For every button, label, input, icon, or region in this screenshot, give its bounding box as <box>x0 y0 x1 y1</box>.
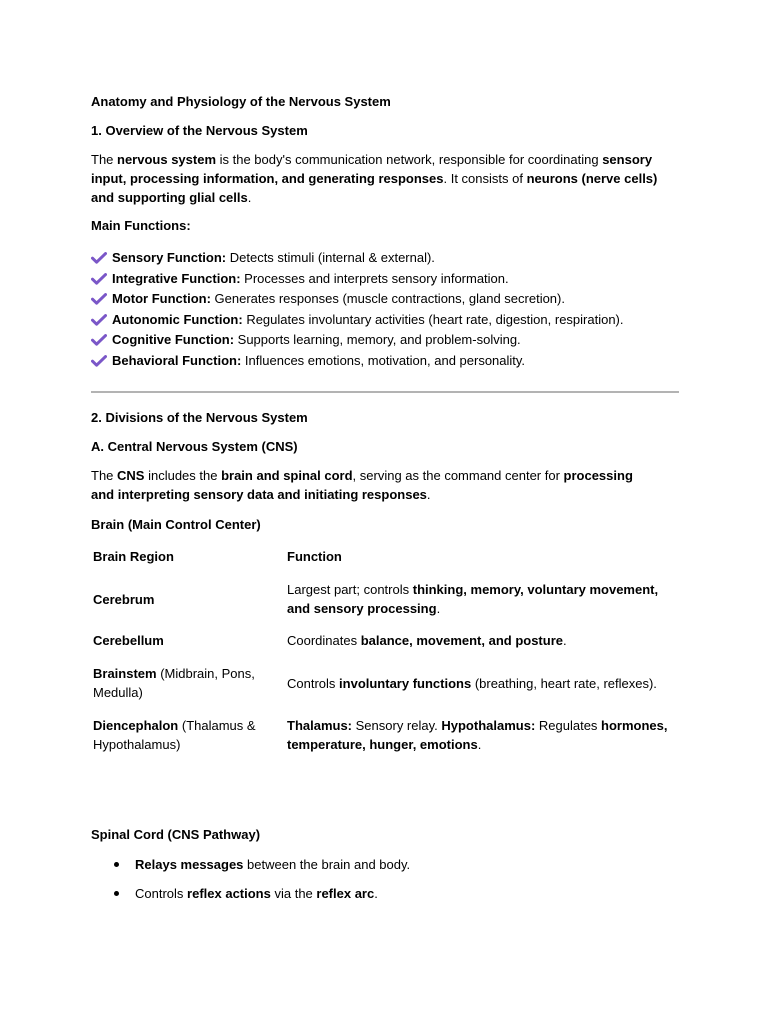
function-name: Sensory Function: <box>112 250 227 265</box>
horizontal-divider <box>91 391 679 393</box>
brain-label: Brain (Main Control Center) <box>91 517 261 532</box>
cns-paragraph: The CNS includes the brain and spinal cord, serving as the command center for processing and interpreting sensory data and initiating responses. <box>91 468 633 502</box>
spinal-cord-label: Spinal Cord (CNS Pathway) <box>91 827 261 842</box>
checkmark-icon <box>91 252 107 264</box>
table-cell-function: Controls involuntary functions (breathing, heart rate, reflexes). <box>287 676 657 691</box>
function-description: Processes and interprets sensory information. <box>240 271 509 286</box>
function-description: Regulates involuntary activities (heart rate, digestion, respiration). <box>242 312 624 327</box>
table-cell-region: Cerebellum <box>93 633 164 648</box>
function-name: Motor Function: <box>112 291 211 306</box>
table-cell-region: Diencephalon (Thalamus & Hypothalamus) <box>93 718 256 752</box>
table-header-function: Function <box>287 549 342 564</box>
function-item-text <box>112 248 435 267</box>
checkmark-icon <box>91 355 107 367</box>
overview-paragraph: The nervous system is the body's communication network, responsible for coordinating sensory input, processing information, and generating responses. It consists of neurons (nerve cells) and supporting glial cells. <box>91 152 658 205</box>
section-2-heading: 2. Divisions of the Nervous System <box>91 410 308 425</box>
function-name: Behavioral Function: <box>112 353 242 368</box>
document-title: Anatomy and Physiology of the Nervous System <box>91 94 391 109</box>
checkmark-icon <box>91 273 107 285</box>
function-description: Influences emotions, motivation, and personality. <box>241 353 526 368</box>
function-item-text <box>112 269 509 288</box>
function-name: Integrative Function: <box>112 271 241 286</box>
function-item-text <box>112 330 521 349</box>
bullet-icon <box>114 891 119 896</box>
checkmark-icon <box>91 293 107 305</box>
list-item-text: Relays messages between the brain and body. <box>135 857 411 872</box>
table-cell-function: Thalamus: Sensory relay. Hypothalamus: Regulates hormones, temperature, hunger, emotions. <box>287 718 668 752</box>
checkmark-icon <box>91 314 107 326</box>
table-cell-function: Largest part; controls thinking, memory, voluntary movement, and sensory processing. <box>287 582 659 616</box>
function-item-text <box>112 289 565 308</box>
table-cell-region: Cerebrum <box>93 592 155 607</box>
function-item-text <box>112 351 525 370</box>
function-name: Autonomic Function: <box>112 312 243 327</box>
function-description: Supports learning, memory, and problem-solving. <box>234 332 521 347</box>
main-functions-label: Main Functions: <box>91 218 191 233</box>
cns-subheading: A. Central Nervous System (CNS) <box>91 439 298 454</box>
list-item-text: Controls reflex actions via the reflex arc. <box>135 886 378 901</box>
checkmark-icon <box>91 334 107 346</box>
section-1-heading: 1. Overview of the Nervous System <box>91 123 308 138</box>
table-header-region: Brain Region <box>93 549 174 564</box>
function-item-text <box>112 310 624 329</box>
function-description: Detects stimuli (internal & external). <box>226 250 435 265</box>
table-cell-function: Coordinates balance, movement, and posture. <box>287 633 567 648</box>
table-cell-region: Brainstem (Midbrain, Pons, Medulla) <box>93 666 255 700</box>
bullet-icon <box>114 862 119 867</box>
function-description: Generates responses (muscle contractions, gland secretion). <box>210 291 565 306</box>
function-name: Cognitive Function: <box>112 332 235 347</box>
